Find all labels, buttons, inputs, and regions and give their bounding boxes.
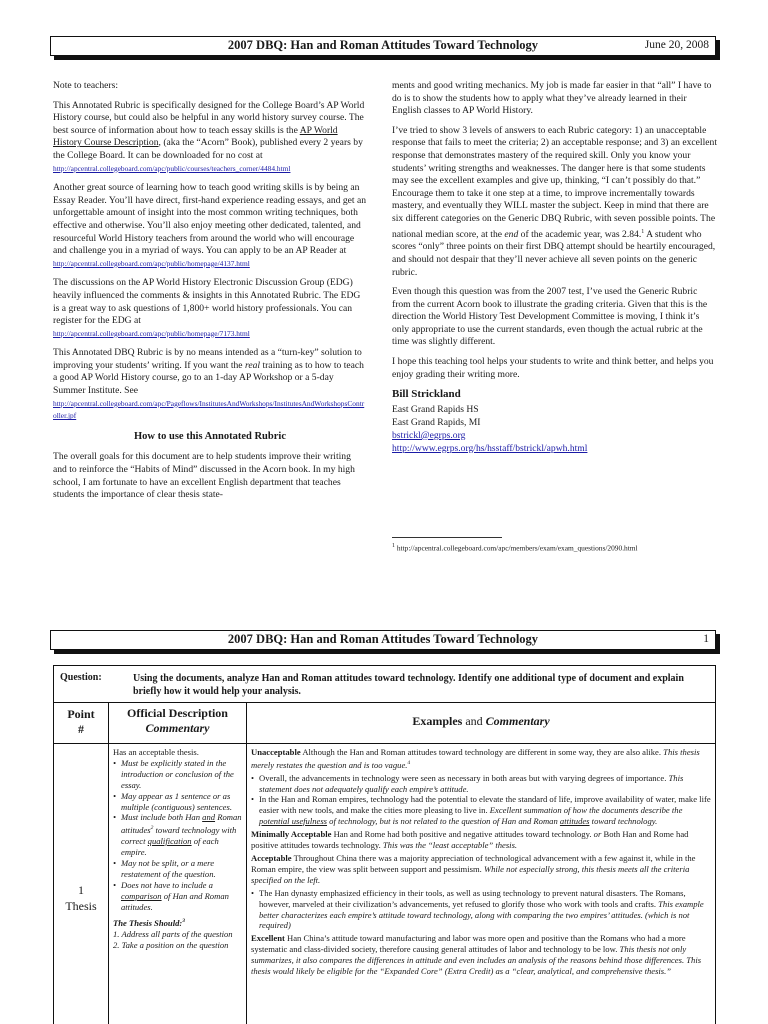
thesis-should-heading: The Thesis Should:$^3$ [113,918,185,929]
examples-header: Examples and Commentary [412,714,550,728]
closing-paragraph: I hope this teaching tool helps your students to write and think better, and helps you enjoy grading their writing more. [392,356,714,380]
workshop-paragraph: This Annotated DBQ Rubric is by no means intended as a “turn-key” solution to improving your students’ writing. If you want the real training as to how to teach a good AP World History course, go to an 1-day AP Workshop or a 5-day Summer Institute. See http://apcentral.collegeboard.com/apc/Pageflows/InstitutesAndWorkshops/InstitutesAndWorkshopsController.jpf [53,347,365,421]
left-column [53,80,367,509]
reader-paragraph: Another great source of learning how to teach good writing skills is by being an Essay Reader. You’ll have direct, first-hand experience reading essays, and get an unforgettable amount of insight into the most common writing techniques, both effective and otherwise. You’ll also enjoy meeting other dedicated, talented, and resourceful World History teachers from around the world who will encourage and challenge you in a myriad of ways. You can apply to be an AP Reader at http://apcentral.collegeboard.com/apc/public/homepage/4137.html [53,182,367,268]
excellent-example: Excellent Han China’s attitude toward manufacturing and labor was more open and positive than the Romans who had a more systematic and class-divided society, therefore causing general attitudes of labor and technology to be low. This thesis not only summarizes, it also compares the differences in attitude and even includes an analysis of the reasons behind those differences. This thesis would likely be eligible for the “Expanded Core” (Extra Credit) as a “clear, analytical, and comprehensive thesis.” [251,933,702,977]
header-date: June 20, 2008 [644,39,709,51]
description-cell: Has an acceptable thesis. • Must be explicitly stated in the introduction or conclusion of the essay. • May appear as 1 sentence or as multiple (contiguous) sentences. • Must include both Han and Roman attitudes$^2$ toward technology with correct qualification of each empire. • May not be split, or a mere restatement of the question. • Does not have to include a comparison of Han and Roman attitudes. The Thesis Should:$^3$ 1. Address all parts of the question 2. Take a position on the question [109,744,247,1024]
thesis-row [54,744,715,1024]
point-cell: 1 Thesis [54,744,109,1024]
table-header-row [54,703,715,744]
how-to-heading: How to use this Annotated Rubric [134,430,286,442]
page-header [50,36,716,56]
page2-header [50,630,716,650]
note-heading: Note to teachers: [53,80,118,91]
intro-paragraph: This Annotated Rubric is specifically designed for the College Board’s AP World History course, but could also be helpful in any world history survey course. The best source of information about how to teach essay skills is the AP World History Course Description, (aka the “Acorn” Book), published every 2 years by the College Board. It can be downloaded for no cost at http://apcentral.collegeboard.com/apc/public/courses/teachers_corner/4484.html [53,99,365,173]
author-email-link[interactable]: bstrickl@egrps.org [392,429,466,441]
goals-paragraph: The overall goals for this document are to help students improve their writing and to reinforce the “Habits of Mind” discussed in the Acorn book. In my high school, I am fortunate to have an excellent English department that teaches students the importance of clear thesis state- [53,451,355,501]
question-text: Using the documents, analyze Han and Roman attitudes toward technology. Identify one additional type of document and explain briefly how it would help your analysis. [133,673,684,697]
unacceptable-example: Unacceptable Although the Han and Roman attitudes toward technology are different in some way, they are also alike. This thesis merely restates the question and is too vague.$^4$ [251,747,700,770]
author-city: East Grand Rapids, MI [392,416,481,428]
footnote-link[interactable]: http://apcentral.collegeboard.com/apc/members/exam/exam_questions/2090.html [396,543,638,553]
question-row [54,666,715,703]
course-description-link-text: AP World History Course Description [53,124,338,149]
generic-rubric-paragraph: Even though this question was from the 2007 test, I’ve used the Generic Rubric from the current Acorn book to illustrate the grading criteria. Given that this is the direction the World History Test Development Committee is moving, I think it’s only appropriate to use the current standards, even though the actual rubric at the time was slightly different. [392,286,708,348]
right-column [392,80,718,455]
page-number: 1 [703,633,709,645]
levels-paragraph: I’ve tried to show 3 levels of answers to each Rubric category: 1) an unacceptable response that fails to meet the criteria; 2) an acceptable response; and 3) an excellent response that demonstrates mastery of the required skill. Only you know your students’ writing strengths and weaknesses. The danger here is that some students may see the excellent examples and give up, thinking, “I can’t possibly do that.” Encourage them to take it one step at a time, to improve incrementally towards mastery, and eventually they WILL master the subject. Keep in mind that there are six different categories on the Generic DBQ Rubric, with seven possible points. The national median score, at the end of the academic year, was 2.84.$^1$ A student who scores “only” three points on their first DBQ attempt should be heartily encouraged, and should not despair that they’ll never achieve all seven points on the generic rubric. [392,124,717,278]
author-school: East Grand Rapids HS [392,403,479,415]
minimally-acceptable-example: Minimally Acceptable Han and Rome had both positive and negative attitudes toward technology. or Both Han and Rome had positive attitudes towards technology. This was the “least acceptable” thesis. [251,829,689,851]
point-header: Point # [54,703,109,743]
acceptable-example: Acceptable Throughout China there was a majority appreciation of technological advancement with a few against it, while in the Roman empire, the view was split between support and pessimism. While not especially strong, this thesis meets all the criteria specified on the left. [251,853,696,885]
question-label: Question: [60,672,102,683]
teachers-corner-link[interactable]: http://apcentral.collegeboard.com/apc/public/courses/teachers_corner/4484.html [53,163,291,173]
mechanics-paragraph: ments and good writing mechanics. My job is made far easier in that “all” I have to do is to show the students how to apply what they’ve already learned in their English classes to AP World History. [392,80,712,117]
author-name: Bill Strickland [392,388,461,401]
footnote: $^1$ http://apcentral.collegeboard.com/apc/members/exam/exam_questions/2090.html [392,543,638,553]
author-website-link[interactable]: http://www.egrps.org/hs/hsstaff/bstrickl/apwh.html [392,442,588,454]
edg-paragraph: The discussions on the AP World History Electronic Discussion Group (EDG) heavily influenced the comments & insights in this Annotated Rubric. The EDG is a great way to ask questions of 1,800+ world history professionals. You can register for the EDG at http://apcentral.collegeboard.com/apc/public/homepage/7173.html [53,277,361,338]
header-title: 2007 DBQ: Han and Roman Attitudes Toward Technology [227,38,539,52]
page2-header-title: 2007 DBQ: Han and Roman Attitudes Toward Technology [227,632,539,646]
description-header: Official Description Commentary [109,703,247,743]
footnote-rule [392,537,502,538]
rubric-table [53,665,716,1024]
ap-reader-link[interactable]: http://apcentral.collegeboard.com/apc/public/homepage/4137.html [53,258,250,268]
examples-cell: Unacceptable Although the Han and Roman attitudes toward technology are different in some way, they are also alike. This thesis merely restates the question and is too vague.$^4$ • Overall, the advancements in technology were seen as necessary in both areas but with varying degrees of importance. This statement does not adequately qualify each empire’s attitude. • In the Han and Roman empires, technology had the potential to elevate the standard of life, improve availability of water, make life easier with new tools, and make the cities more pleasing to live in. Excellent summation of how the documents describe the potential usefulness of technology, but is not related to the question of Han and Roman attitudes toward technology. Minimally Acceptable Han and Rome had both positive and negative attitudes toward technology. or Both Han and Rome had positive attitudes towards technology. This was the “least acceptable” thesis. Acceptable Throughout China there was a majority appreciation of technological advancement with a few against it, while in the Roman empire, the view was split between support and pessimism. While not especially strong, this thesis meets all the criteria specified on the left. • The Han dynasty emphasized efficiency in their tools, as well as using technology to prevent natural disasters. The Romans, however, marveled at their civilization’s advancements, yet refused to glorify those who work with tools and crafts. This example better characterizes each empire’s attitude toward technology, along with comparing the two empires’ attitudes. (which is not required) Excellent Han China’s attitude toward manufacturing and labor was more open and positive than the Romans who had a more systematic and class-divided society, therefore causing general attitudes of labor and technology to be low. This thesis not only summarizes, it also compares the differences in attitude and even includes an analysis of the reasons behind those differences. This thesis would likely be eligible for the “Expanded Core” (Extra Credit) as a “clear, analytical, and comprehensive thesis.” [247,744,715,1024]
edg-link[interactable]: http://apcentral.collegeboard.com/apc/public/homepage/7173.html [53,328,250,338]
workshops-link[interactable]: http://apcentral.collegeboard.com/apc/Pageflows/InstitutesAndWorkshops/InstitutesAndWorkshopsController.jpf [53,398,365,421]
